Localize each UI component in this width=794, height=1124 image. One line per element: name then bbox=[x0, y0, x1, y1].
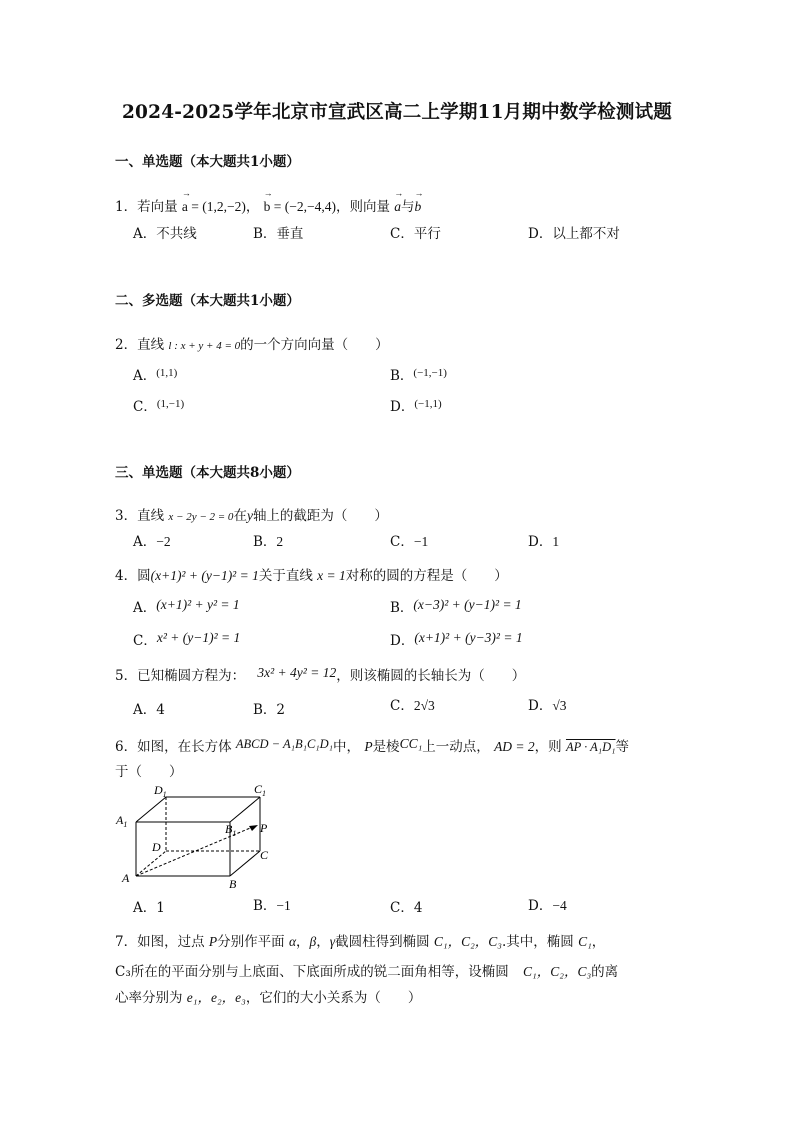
q5-option-a-value: 4 bbox=[156, 702, 165, 718]
q6-option-c bbox=[390, 896, 422, 916]
q1-option-a: A．不共线 bbox=[133, 226, 197, 242]
q5-option-b-value: 2 bbox=[276, 702, 286, 718]
q4-option-a-label: A． bbox=[133, 600, 157, 616]
q6-option-b bbox=[253, 894, 291, 914]
q7-line3b: ，它们的大小关系为（ ） bbox=[245, 990, 422, 1006]
q7-line2c: 的离 bbox=[591, 964, 619, 980]
q7-c2: ，C₂ bbox=[447, 934, 475, 949]
q2-post: 的一个方向向量（ ） bbox=[240, 337, 389, 353]
label-d1: $D_1$ bbox=[154, 783, 167, 799]
question-6 bbox=[115, 735, 629, 755]
q4-option-a-value: (x+1)² + y² = 1 bbox=[156, 597, 240, 612]
q5-option-d bbox=[528, 694, 567, 714]
q6-edge: CC₁ bbox=[399, 736, 423, 751]
q6-p: P bbox=[364, 739, 373, 754]
edge-b1-c1 bbox=[230, 797, 260, 822]
q6-option-d-label: D． bbox=[528, 898, 553, 914]
q1-yu: 与 bbox=[401, 199, 415, 215]
q4-option-c bbox=[133, 629, 240, 649]
q5-option-c-value: 2√3 bbox=[413, 698, 435, 713]
q6-option-a-value: 1 bbox=[156, 900, 165, 916]
section-heading-1: 一、单选题（本大题共1小题） bbox=[115, 154, 300, 170]
q2-option-a bbox=[133, 364, 177, 384]
q2-option-c bbox=[133, 395, 184, 415]
q3-option-d-label: D． bbox=[528, 534, 553, 550]
q7-line-3 bbox=[115, 986, 421, 1006]
q1-a-symbol: → a bbox=[394, 199, 401, 215]
q2-option-d-label: D． bbox=[390, 399, 415, 415]
q3-option-c bbox=[390, 530, 428, 550]
q4-option-b bbox=[390, 596, 522, 616]
q7-alpha: α bbox=[288, 934, 297, 949]
section-heading-2: 二、多选题（本大题共1小题） bbox=[115, 293, 300, 309]
q5-option-d-label: D． bbox=[528, 698, 553, 714]
q5-option-c bbox=[390, 694, 435, 714]
q7-line1b: 分别作平面 bbox=[217, 934, 285, 950]
q6-option-a-label: A． bbox=[133, 900, 157, 916]
q2-option-a-value: (1,1) bbox=[156, 367, 178, 379]
q6-option-c-label: C． bbox=[390, 900, 414, 916]
q7-line-2 bbox=[115, 960, 618, 980]
q2-option-d bbox=[390, 395, 442, 415]
q7-number: 7． bbox=[115, 934, 138, 950]
q7-line3a: 心率分别为 bbox=[115, 990, 183, 1006]
q1-b-symbol: → b bbox=[415, 199, 422, 215]
q4-option-a bbox=[133, 596, 240, 616]
q3-y: y bbox=[246, 508, 253, 523]
q4-mid: 关于直线 bbox=[258, 568, 313, 584]
label-p: P bbox=[260, 821, 268, 835]
label-a: A bbox=[122, 871, 130, 885]
q1-number: 1． bbox=[115, 199, 138, 215]
q7-line2a: C₃所在的平面分别与上底面、下底面所成的锐二面角相等，设椭圆 bbox=[115, 964, 509, 980]
q7-line1d: .其中，椭圆 bbox=[502, 934, 574, 950]
q2-equation: l : x + y + 4 = 0 bbox=[168, 340, 241, 352]
arrow-head bbox=[249, 825, 258, 831]
q3-post: 轴上的截距为（ ） bbox=[252, 508, 388, 524]
label-c1: $C_1$ bbox=[254, 782, 267, 798]
q6-option-a bbox=[133, 896, 165, 916]
q1-option-d: D．以上都不对 bbox=[528, 226, 620, 242]
q5-post: ，则该椭圆的长轴长为（ ） bbox=[336, 668, 526, 684]
q5-option-b-label: B． bbox=[253, 702, 277, 718]
q5-prefix: 已知椭圆方程为： bbox=[137, 668, 246, 684]
q3-option-b-value: 2 bbox=[276, 534, 284, 549]
q5-option-d-value: √3 bbox=[552, 698, 567, 713]
q2-number: 2． bbox=[115, 337, 138, 353]
edge-a1-d1 bbox=[136, 797, 166, 822]
q6-prefix: 如图，在长方体 bbox=[137, 739, 232, 755]
q5-option-a-label: A． bbox=[133, 702, 157, 718]
q3-prefix: 直线 bbox=[137, 508, 165, 524]
q4-option-b-label: B． bbox=[390, 600, 414, 616]
q3-option-a-label: A． bbox=[133, 534, 157, 550]
q3-number: 3． bbox=[115, 508, 138, 524]
q6-option-d-value: −4 bbox=[552, 898, 567, 913]
section-heading-3: 三、单选题（本大题共8小题） bbox=[115, 465, 300, 481]
q5-equation: 3x² + 4y² = 12 bbox=[257, 665, 337, 680]
q7-gamma: γ bbox=[329, 934, 336, 949]
cuboid-figure bbox=[112, 782, 292, 892]
q5-number: 5． bbox=[115, 668, 138, 684]
q1-vector-a: → a = (1,2,−2) bbox=[182, 199, 246, 215]
q7-c1b: C₁ bbox=[578, 934, 592, 949]
label-a1: $A_1$ bbox=[116, 813, 128, 829]
q1-comma: ， bbox=[245, 199, 260, 215]
q3-option-d-value: 1 bbox=[552, 534, 560, 549]
label-d: D bbox=[152, 840, 161, 854]
q6-option-d bbox=[528, 894, 567, 914]
q6-dot-product: AP · A₁D₁ bbox=[565, 740, 616, 754]
q5-option-b bbox=[253, 698, 285, 718]
q3-option-d bbox=[528, 530, 559, 550]
question-2 bbox=[115, 333, 389, 353]
q3-equation: x − 2y − 2 = 0 bbox=[168, 511, 234, 523]
q1-option-b: B．垂直 bbox=[253, 226, 304, 242]
q4-option-c-label: C． bbox=[133, 633, 157, 649]
q7-e-values: e₁，e₂，e₃ bbox=[186, 990, 246, 1005]
q2-prefix: 直线 bbox=[137, 337, 165, 353]
q4-post: 对称的圆的方程是（ ） bbox=[345, 568, 508, 584]
q2-option-b-value: (−1,−1) bbox=[413, 367, 447, 379]
q2-option-a-label: A． bbox=[133, 368, 157, 384]
question-7 bbox=[115, 930, 605, 950]
q2-option-b bbox=[390, 364, 447, 384]
q4-line: x = 1 bbox=[317, 568, 346, 583]
q6-mid1: 中， bbox=[333, 739, 361, 755]
q7-comma1: ， bbox=[296, 934, 310, 950]
q2-option-d-value: (−1,1) bbox=[414, 398, 442, 410]
q4-option-d-label: D． bbox=[390, 633, 415, 649]
q5-option-c-label: C． bbox=[390, 698, 414, 714]
label-b1: $B_1$ bbox=[225, 822, 237, 838]
q3-mid: 在 bbox=[233, 508, 247, 524]
q7-line1c: 截圆柱得到椭圆 bbox=[335, 934, 430, 950]
q7-c3: ，C₃ bbox=[474, 934, 502, 949]
q5-option-a bbox=[133, 698, 165, 718]
q6-ad: AD = 2 bbox=[494, 739, 535, 754]
q6-option-b-label: B． bbox=[253, 898, 277, 914]
q7-p: P bbox=[208, 934, 218, 949]
q2-option-b-label: B． bbox=[390, 368, 414, 384]
edge-a-d-hidden bbox=[136, 851, 166, 876]
q6-mid3: 上一动点， bbox=[422, 739, 490, 755]
q4-option-d-value: (x+1)² + (y−3)² = 1 bbox=[414, 630, 523, 645]
q6-post: 等 bbox=[615, 739, 630, 755]
q4-option-c-value: x² + (y−1)² = 1 bbox=[156, 630, 241, 645]
q3-option-a bbox=[133, 530, 171, 550]
label-c: C bbox=[260, 848, 269, 862]
q4-prefix: 圆 bbox=[137, 568, 151, 584]
q4-equation: (x+1)² + (y−1)² = 1 bbox=[150, 568, 259, 583]
q3-option-b bbox=[253, 530, 283, 550]
q7-beta: β bbox=[309, 934, 317, 949]
q6-mid4: ，则 bbox=[534, 739, 562, 755]
q7-c1: C₁ bbox=[433, 934, 448, 949]
q1-vector-b: → b = (−2,−4,4) bbox=[264, 199, 336, 215]
q6-number: 6． bbox=[115, 739, 138, 755]
q2-option-c-value: (1,−1) bbox=[156, 398, 185, 410]
q2-option-c-label: C． bbox=[133, 399, 157, 415]
question-3 bbox=[115, 504, 388, 524]
q3-option-c-label: C． bbox=[390, 534, 414, 550]
q7-tail1: ， bbox=[591, 934, 606, 950]
edge-b-c bbox=[230, 851, 260, 876]
q6-option-b-value: −1 bbox=[276, 898, 291, 913]
q3-option-b-label: B． bbox=[253, 534, 277, 550]
question-4 bbox=[115, 564, 508, 584]
q7-line1a: 如图，过点 bbox=[137, 934, 205, 950]
question-5 bbox=[115, 664, 525, 684]
label-b: B bbox=[229, 877, 237, 891]
question-1 bbox=[115, 195, 421, 215]
q4-option-b-value: (x−3)² + (y−1)² = 1 bbox=[413, 597, 522, 612]
q3-option-a-value: −2 bbox=[156, 534, 171, 549]
q6-option-c-value: 4 bbox=[413, 900, 423, 916]
q1-mid: ，则向量 bbox=[336, 199, 390, 215]
q1-prefix: 若向量 bbox=[137, 199, 178, 215]
q4-number: 4． bbox=[115, 568, 138, 584]
page-title: 2024-2025学年北京市宣武区高二上学期11月期中数学检测试题 bbox=[121, 102, 672, 123]
q4-option-d bbox=[390, 629, 523, 649]
q6-mid2: 是棱 bbox=[372, 739, 400, 755]
q6-box: ABCD − A₁B₁C₁D₁ bbox=[235, 737, 334, 751]
q7-line2b: C₁，C₂，C₃ bbox=[523, 964, 592, 979]
q6-line-2: 于（ ） bbox=[115, 764, 183, 780]
q3-option-c-value: −1 bbox=[413, 534, 429, 549]
q1-option-c: C．平行 bbox=[390, 226, 441, 242]
q7-comma2: ， bbox=[316, 934, 330, 950]
